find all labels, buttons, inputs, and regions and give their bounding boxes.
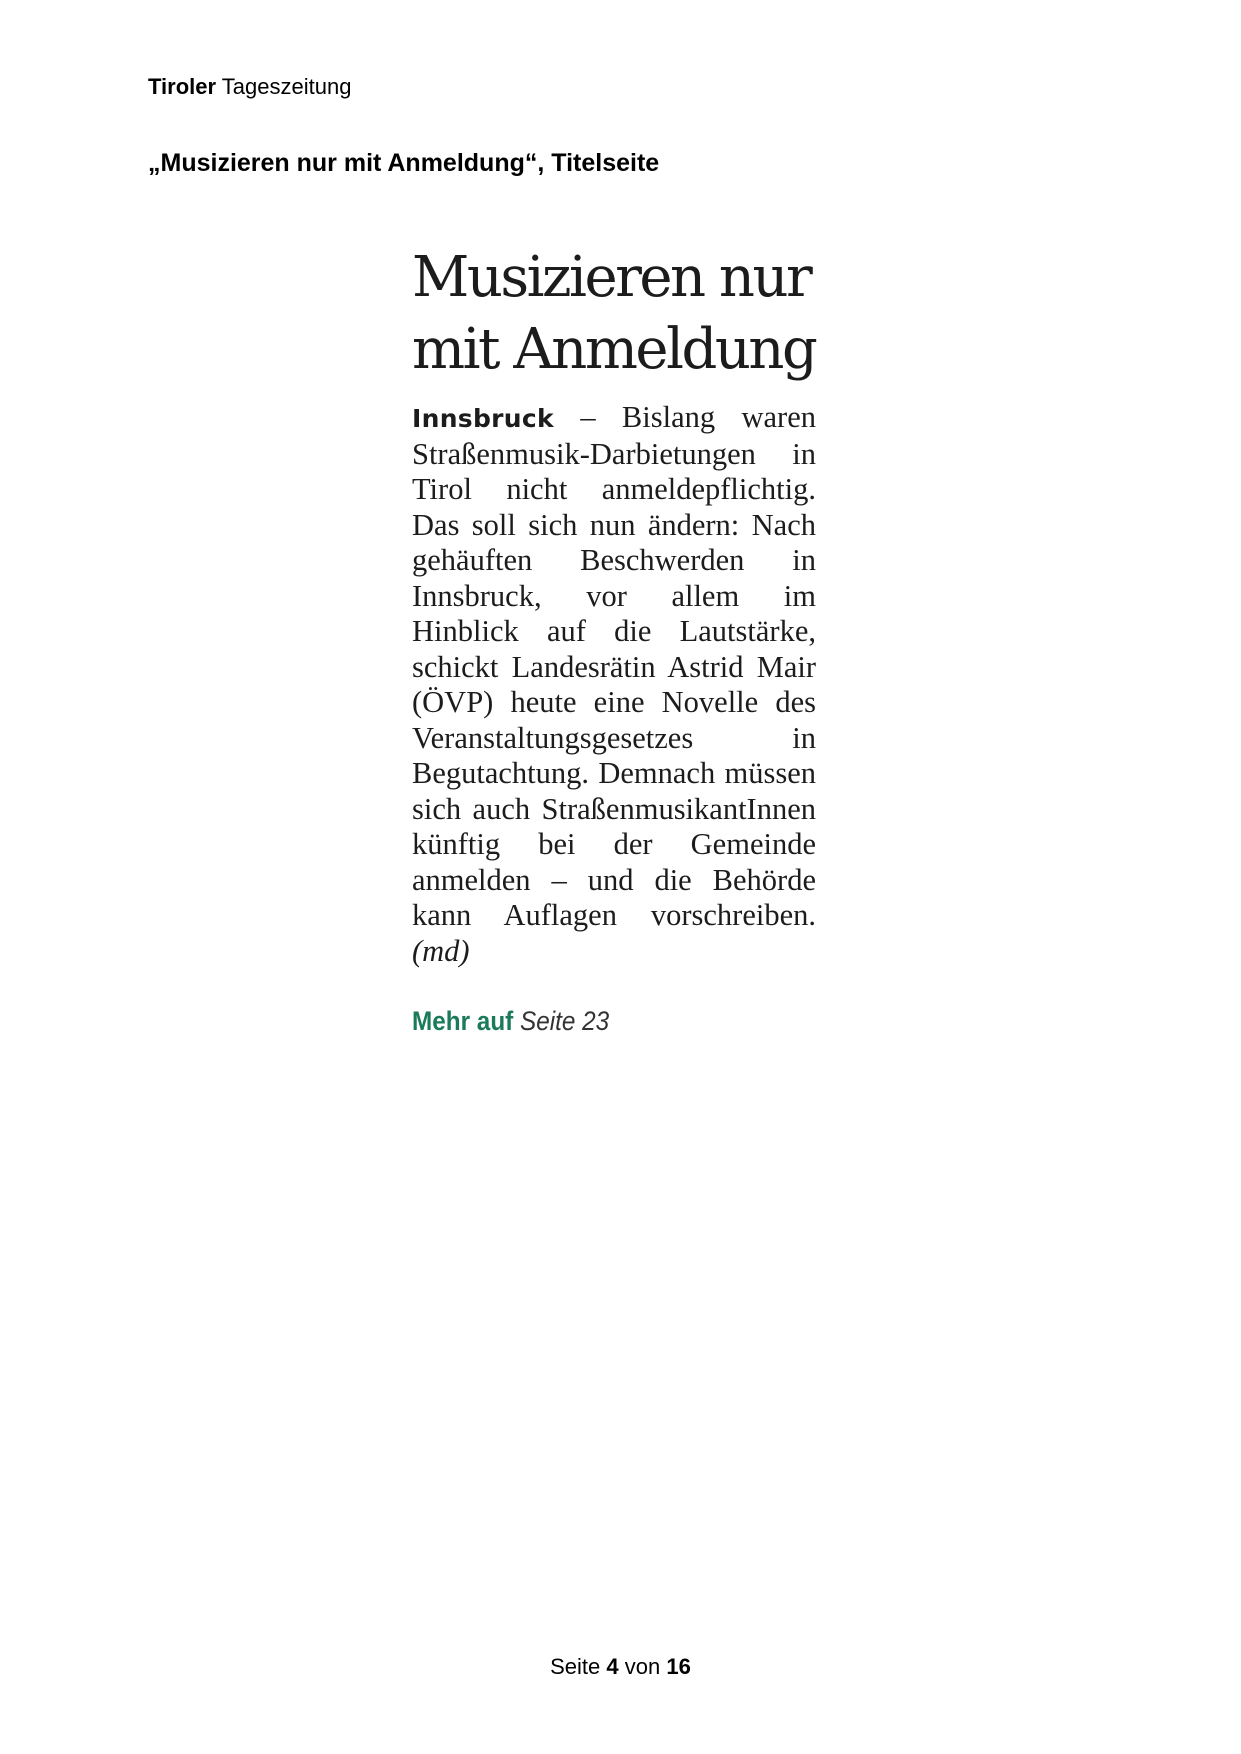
footer-total-pages: 16 [666, 1654, 691, 1679]
document-title: „Musizieren nur mit Anmeldung“, Titelseite [148, 149, 660, 177]
more-reference [412, 1005, 776, 1037]
newspaper-source [148, 74, 351, 100]
more-page: Seite 23 [520, 1006, 610, 1036]
headline-line-1: Musizieren nur [412, 245, 811, 310]
footer-prefix: Seite [550, 1654, 601, 1679]
footer-current-page: 4 [606, 1654, 619, 1679]
more-label: Mehr auf [412, 1006, 514, 1036]
dateline-dash: – [553, 400, 622, 434]
article-body-text: Bislang waren Straßenmusik-Darbietungen in Tirol nicht anmeldepflichtig. Das soll sich nun ändern: Nach gehäuften Beschwerden in Innsbruck, vor allem im Hinblick auf die Lautstärke, schickt Landesrätin Astrid Mair (ÖVP) heute eine Novelle des Veranstaltungsgesetzes in Begutachtung. Demnach müssen sich auch StraßenmusikantInnen künftig bei der Gemeinde anmelden – und die Behörde kann Auflagen vorschreiben. [412, 400, 816, 932]
source-name-bold: Tiroler [148, 74, 217, 99]
article-clipping [412, 242, 816, 1037]
headline-line-2: mit Anmeldung [412, 317, 816, 382]
article-dateline: Innsbruck [412, 404, 554, 433]
page-footer [0, 1654, 1241, 1680]
article-headline [412, 242, 816, 386]
article-body [412, 400, 816, 969]
source-name-rest: Tageszeitung [221, 74, 352, 99]
footer-middle: von [624, 1654, 661, 1679]
article-author: (md) [412, 933, 470, 968]
